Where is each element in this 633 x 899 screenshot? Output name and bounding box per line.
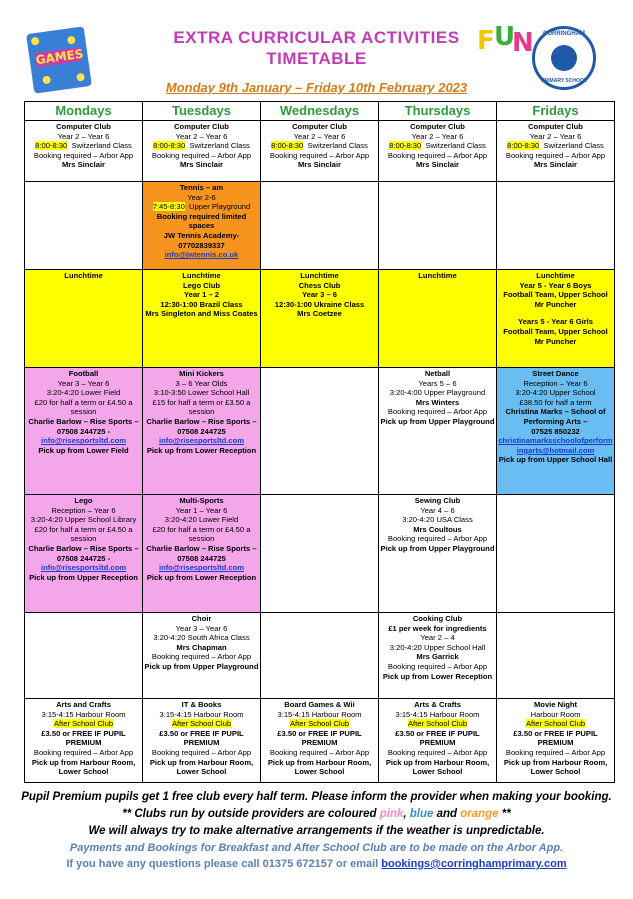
multi-sports-cell: Multi-Sports Year 1 – Year 6 3:20-4:20 Lower Field £20 for half a term or £4.50 a session Charlie Barlow – Rise Sports – 07508 244725 info@risesportsltd.com Pick up from Lower Reception: [143, 495, 261, 613]
cooking-club-cell: Cooking Club £1 per week for ingredients Year 2 – 4 3:20-4:20 Upper School Hall Mrs Garrick Booking required – Arbor App Pick up from Lower Reception: [379, 613, 497, 699]
games-logo-text: GAMES: [34, 46, 85, 68]
timetable: [24, 101, 615, 783]
lunchtime-row: [25, 270, 615, 368]
day-header: Wednesdays: [261, 102, 379, 121]
street-dance-cell: Street Dance Reception – Year 6 3:20-4:20 Upper School £38.50 for half a term Christina Marks – School of Performing Arts – 07525 850232 christinamarksschoolofperformingarts@hotmail.com Pick up from Upper School Hall: [497, 368, 615, 495]
email-link[interactable]: info@risesportsltd.com: [40, 563, 127, 573]
empty-cell: [261, 495, 379, 613]
pupil-premium-note: Pupil Premium pupils get 1 free club every half term. Please inform the provider when making your booking.: [21, 791, 612, 803]
day-header: Thursdays: [379, 102, 497, 121]
after-school-club-cell: Arts and Crafts 3:15-4:15 Harbour Room After School Club £3.50 or FREE IF PUPIL PREMIUM Booking required – Arbor App Pick up from Harbour Room, Lower School: [25, 699, 143, 783]
empty-cell: [25, 182, 143, 270]
mini-kickers-cell: Mini Kickers 3 – 6 Year Olds 3:10-3:50 Lower School Hall £15 for half a term or £3.50 a session Charlie Barlow – Rise Sports – 07508 244725 info@risesportsltd.com Pick up from Lower Reception: [143, 368, 261, 495]
day-header: Fridays: [497, 102, 615, 121]
after-school-row-1: [25, 368, 615, 495]
computer-club-row: [25, 121, 615, 182]
computer-club-cell: Computer Club Year 2 – Year 6 8:00-8:30 Switzerland Class Booking required – Arbor App Mrs Sinclair: [143, 121, 261, 182]
computer-club-cell: Computer Club Year 2 – Year 6 8:00-8:30 Switzerland Class Booking required – Arbor App Mrs Sinclair: [379, 121, 497, 182]
email-link[interactable]: info@risesportsltd.com: [40, 436, 127, 446]
fun-logo: F U N: [477, 22, 534, 58]
email-link[interactable]: info@risesportsltd.com: [158, 436, 245, 446]
tennis-cell: Tennis – am Year 2-6 7:45-8:30 Upper Playground Booking required limited spaces JW Tennis Academy- 07702839337 info@jwtennis.co.uk: [143, 182, 261, 270]
empty-cell: [497, 182, 615, 270]
page-title: EXTRA CURRICULAR ACTIVITIES: [173, 28, 460, 47]
after-school-club-cell: Arts & Crafts 3:15-4:15 Harbour Room After School Club £3.50 or FREE IF PUPIL PREMIUM Booking required – Arbor App Pick up from Harbour Room, Lower School: [379, 699, 497, 783]
after-school-row-2: [25, 495, 615, 613]
tennis-email-link[interactable]: info@jwtennis.co.uk: [164, 250, 239, 260]
after-school-club-cell: IT & Books 3:15-4:15 Harbour Room After School Club £3.50 or FREE IF PUPIL PREMIUM Booking required – Arbor App Pick up from Harbour Room, Lower School: [143, 699, 261, 783]
sewing-club-cell: Sewing Club Year 4 – 6 3:20-4:20 USA Class Mrs Coultous Booking required – Arbor App Pick up from Upper Playground: [379, 495, 497, 613]
school-crest-icon: [551, 45, 577, 71]
football-cell: Football Year 3 – Year 6 3:20-4:20 Lower Field £20 for half a term or £4.50 a session Charlie Barlow – Rise Sports – 07508 244725 - info@risesportsltd.com Pick up from Lower Field: [25, 368, 143, 495]
date-range: Monday 9th January – Friday 10th February 2023: [165, 80, 468, 95]
lego-cell: Lego Reception – Year 6 3:20-4:20 Upper School Library £20 for half a term or £4.50 a session Charlie Barlow – Rise Sports – 07508 244725 - info@risesportsltd.com Pick up from Upper Reception: [25, 495, 143, 613]
empty-cell: [25, 613, 143, 699]
tennis-row: [25, 182, 615, 270]
day-header-row: [25, 102, 615, 121]
lunch-cell: Lunchtime Lego Club Year 1 – 2 12:30-1:00 Brazil Class Mrs Singleton and Miss Coates: [143, 270, 261, 368]
after-school-row-3: [25, 613, 615, 699]
lunch-cell: Lunchtime Chess Club Year 3 – 6 12:30-1:00 Ukraine Class Mrs Coetzee: [261, 270, 379, 368]
day-header: Mondays: [25, 102, 143, 121]
choir-cell: Choir Year 3 – Year 6 3:20-4:20 South Africa Class Mrs Chapman Booking required – Arbor App Pick up from Upper Playground: [143, 613, 261, 699]
school-logo: CORRINGHAM PRIMARY SCHOOL: [532, 26, 596, 90]
computer-club-cell: Computer Club Year 2 – Year 6 8:00-8:30 Switzerland Class Booking required – Arbor App Mrs Sinclair: [25, 121, 143, 182]
empty-cell: [261, 182, 379, 270]
computer-club-cell: Computer Club Year 2 – Year 6 8:00-8:30 Switzerland Class Booking required – Arbor App Mrs Sinclair: [497, 121, 615, 182]
empty-cell: [379, 182, 497, 270]
contact-note: If you have any questions please call 01375 672157 or email bookings@corringhamprimary.com: [66, 858, 567, 870]
empty-cell: [261, 613, 379, 699]
email-link[interactable]: info@risesportsltd.com: [158, 563, 245, 573]
empty-cell: [261, 368, 379, 495]
page-subtitle: TIMETABLE: [266, 49, 367, 68]
empty-cell: [497, 613, 615, 699]
provider-colour-note: ** Clubs run by outside providers are coloured pink, blue and orange **: [122, 808, 511, 820]
lunch-cell: Lunchtime Year 5 - Year 6 Boys Football Team, Upper School Mr Puncher Years 5 - Year 6 Girls Football Team, Upper School Mr Puncher: [497, 270, 615, 368]
day-header: Tuesdays: [143, 102, 261, 121]
weather-note: We will always try to make alternative arrangements if the weather is unpredictable.: [88, 825, 545, 837]
after-school-club-cell: Movie Night Harbour Room After School Club £3.50 or FREE IF PUPIL PREMIUM Booking required – Arbor App Pick up from Harbour Room, Lower School: [497, 699, 615, 783]
payments-note: Payments and Bookings for Breakfast and After School Club are to be made on the Arbor App.: [69, 842, 564, 854]
empty-cell: [497, 495, 615, 613]
contact-email-link[interactable]: bookings@corringhamprimary.com: [381, 858, 567, 870]
after-school-club-row: [25, 699, 615, 783]
netball-cell: Netball Years 5 – 6 3:20-4:00 Upper Playground Mrs Winters Booking required – Arbor App Pick up from Upper Playground: [379, 368, 497, 495]
lunch-cell: Lunchtime: [25, 270, 143, 368]
lunch-cell: Lunchtime: [379, 270, 497, 368]
email-link[interactable]: christinamarksschoolofperformingarts@hotmail.com: [498, 436, 613, 455]
after-school-club-cell: Board Games & Wii 3:15-4:15 Harbour Room After School Club £3.50 or FREE IF PUPIL PREMIUM Booking required – Arbor App Pick up from Harbour Room, Lower School: [261, 699, 379, 783]
computer-club-cell: Computer Club Year 2 – Year 6 8:00-8:30 Switzerland Class Booking required – Arbor App Mrs Sinclair: [261, 121, 379, 182]
